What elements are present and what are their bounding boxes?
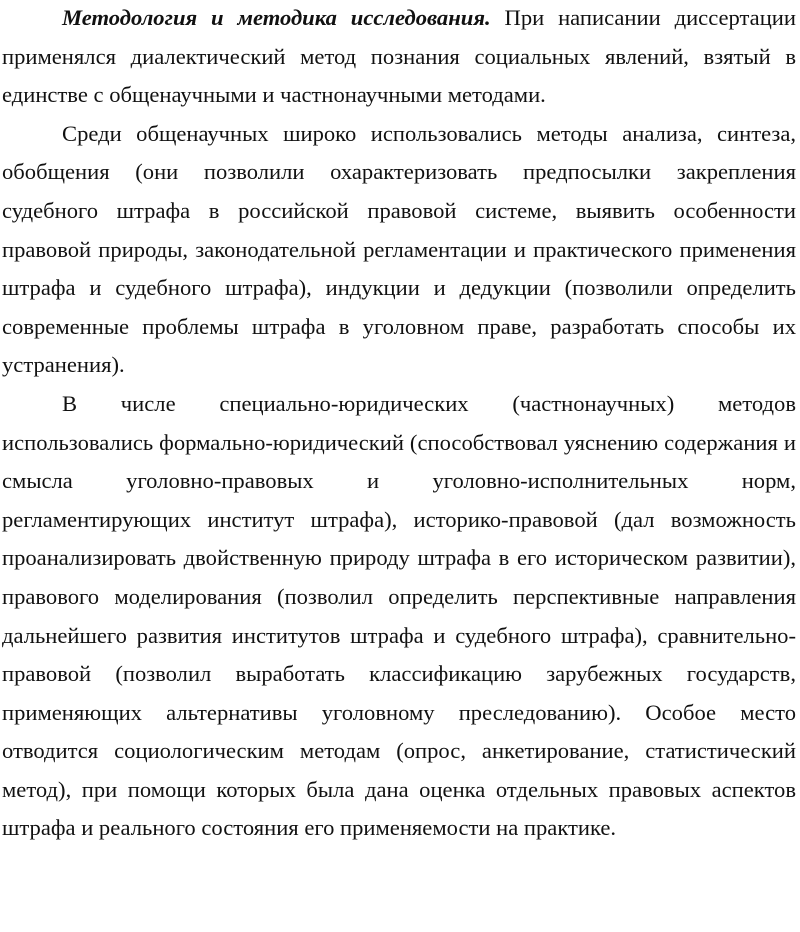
paragraph-general-methods	[2, 115, 796, 385]
paragraph-methodology	[2, 0, 796, 115]
paragraph-special-methods	[2, 385, 796, 848]
paragraph-text: Среди общенаучных широко использовались методы анализа, синтеза, обобщения (они позволили охарактеризовать предпосылки закрепления судебного штрафа в российской правовой системе, выявить особенности правовой природы, законодательной регламентации и практического применения штрафа и судебного штрафа), индукции и дедукции (позволили определить современные проблемы штрафа в уголовном праве, разработать способы их устранения).	[2, 120, 796, 378]
section-heading: Методология и методика исследования.	[62, 5, 491, 30]
paragraph-text: При написании диссертации применялся диалектический метод познания социальных явлений, взятый в единстве с общенаучными и частнонаучными методами.	[2, 5, 796, 108]
document-page	[2, 0, 796, 848]
paragraph-text: В числе специально-юридических (частнонаучных) методов использовались формально-юридический (способствовал уяснению содержания и смысла уголовно-правовых и уголовно-исполнительных норм, регламентирующих институт штрафа), историко-правовой (дал возможность проанализировать двойственную природу штрафа в его историческом развитии), правового моделирования (позволил определить перспективные направления дальнейшего развития институтов штрафа и судебного штрафа), сравнительно-правовой (позволил выработать классификацию зарубежных государств, применяющих альтернативы уголовному преследованию). Особое место отводится социологическим методам (опрос, анкетирование, статистический метод), при помощи которых была дана оценка отдельных правовых аспектов штрафа и реального состояния его применяемости на практике.	[2, 390, 796, 841]
